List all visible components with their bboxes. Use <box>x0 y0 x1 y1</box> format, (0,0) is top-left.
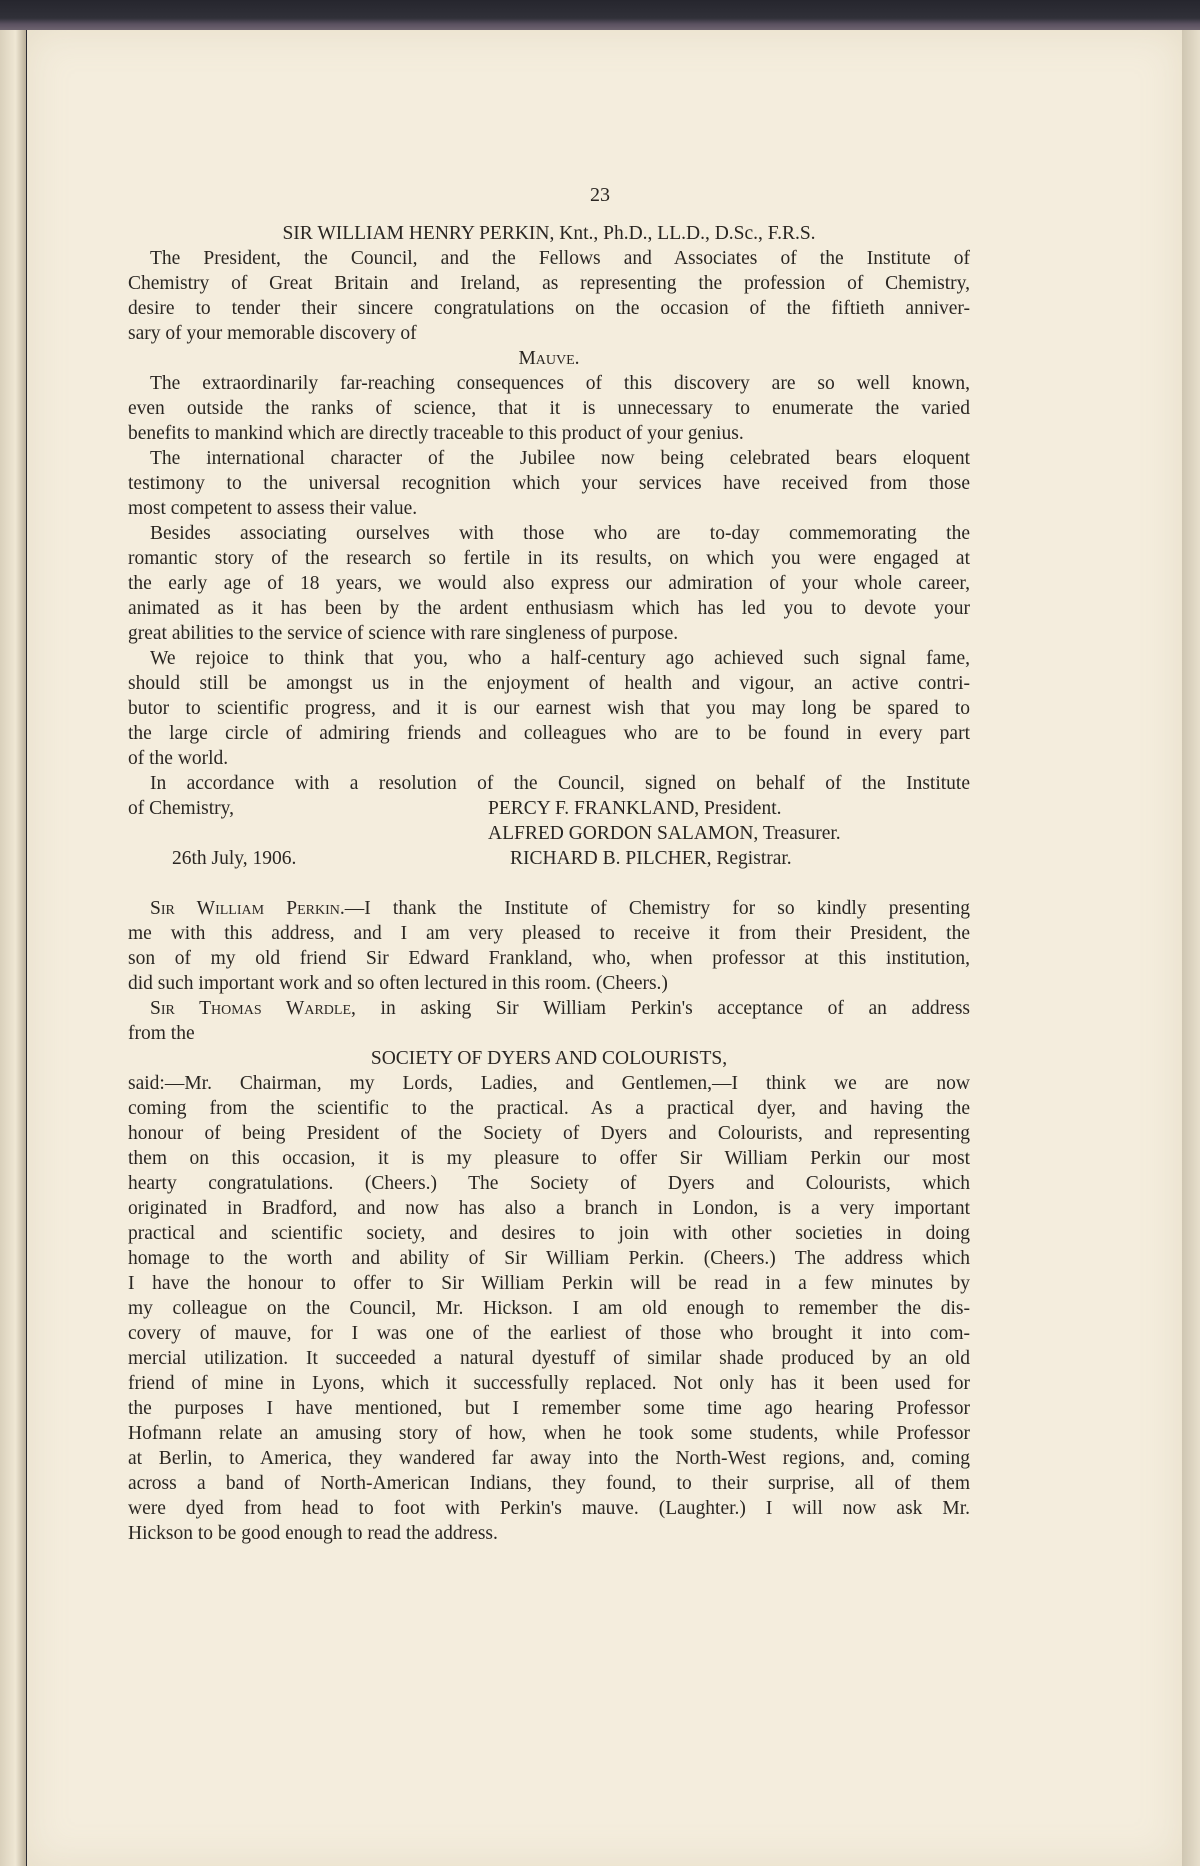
page-body <box>128 221 970 1546</box>
text-line: We rejoice to think that you, who a half-century ago achieved such signal fame, <box>150 648 970 669</box>
signatory: RICHARD B. PILCHER, Registrar. <box>510 848 792 869</box>
text-line: said:—Mr. Chairman, my Lords, Ladies, and Gentlemen,—I think we are now <box>128 1073 970 1094</box>
text-line: Hickson to be good enough to read the address. <box>128 1523 498 1544</box>
text-line: should still be amongst us in the enjoyment of health and vigour, an active contri- <box>128 673 970 694</box>
section-heading: Mauve. <box>518 348 580 369</box>
text-line: sary of your memorable discovery of <box>128 323 417 344</box>
text-line: desire to tender their sincere congratulations on the occasion of the fiftieth anniver- <box>128 298 970 319</box>
text-line: of the world. <box>128 748 229 769</box>
text-line: butor to scientific progress, and it is our earnest wish that you may long be spared to <box>128 698 970 719</box>
text-line: friend of mine in Lyons, which it successfully replaced. Not only has it been used for <box>128 1373 970 1394</box>
text-line: animated as it has been by the ardent enthusiasm which has led you to devote your <box>128 598 970 619</box>
section-heading: SIR WILLIAM HENRY PERKIN, Knt., Ph.D., LL.D., D.Sc., F.R.S. <box>282 223 816 244</box>
signature-row <box>128 846 970 871</box>
text-line: The President, the Council, and the Fellows and Associates of the Institute of <box>150 248 970 269</box>
signature-left-text: 26th July, 1906. <box>172 848 297 869</box>
text-line: did such important work and so often lectured in this room. (Cheers.) <box>128 973 668 994</box>
text-line: coming from the scientific to the practical. As a practical dyer, and having the <box>128 1098 970 1119</box>
text-line: my colleague on the Council, Mr. Hickson. I am old enough to remember the dis- <box>128 1298 970 1319</box>
text-line: great abilities to the service of science with rare singleness of purpose. <box>128 623 679 644</box>
text-line: me with this address, and I am very pleased to receive it from their President, the <box>128 923 970 944</box>
text-line: The international character of the Jubilee now being celebrated bears eloquent <box>150 448 970 469</box>
speaker-name: Sir Thomas Wardle <box>150 998 351 1019</box>
text-line: Chemistry of Great Britain and Ireland, as representing the profession of Chemistry, <box>128 273 970 294</box>
text-line: most competent to assess their value. <box>128 498 418 519</box>
paragraph-gap <box>128 871 970 896</box>
section-heading: SOCIETY OF DYERS AND COLOURISTS, <box>370 1048 728 1069</box>
text-line: honour of being President of the Society of Dyers and Colourists, and representing <box>128 1123 970 1144</box>
text-line: were dyed from head to foot with Perkin's mauve. (Laughter.) I will now ask Mr. <box>128 1498 970 1519</box>
line-text: —I thank the Institute of Chemistry for so kindly presenting <box>344 898 970 919</box>
facing-page-edge <box>0 30 26 1866</box>
text-line: the early age of 18 years, we would also express our admiration of your whole career, <box>128 573 970 594</box>
signature-left-text <box>128 821 488 846</box>
text-line: Hofmann relate an amusing story of how, when he took some students, while Professor <box>128 1423 970 1444</box>
text-line: covery of mauve, for I was one of the earliest of those who brought it into com- <box>128 1323 970 1344</box>
signature-left-text: of Chemistry, <box>128 798 234 819</box>
page-number: 23 <box>590 184 610 206</box>
signature-row <box>128 821 970 846</box>
signature-row <box>128 796 970 821</box>
text-line: the purposes I have mentioned, but I remember some time ago hearing Professor <box>128 1398 970 1419</box>
page-stack-edge <box>1182 30 1200 1866</box>
text-line: son of my old friend Sir Edward Frankland, who, when professor at this institution, <box>128 948 970 969</box>
text-line: homage to the worth and ability of Sir William Perkin. (Cheers.) The address which <box>128 1248 970 1269</box>
text-line: them on this occasion, it is my pleasure to offer Sir William Perkin our most <box>128 1148 970 1169</box>
text-line: The extraordinarily far-reaching consequences of this discovery are so well known, <box>150 373 970 394</box>
text-line: romantic story of the research so fertile in its results, on which you were engaged at <box>128 548 970 569</box>
line-text: , in asking Sir William Perkin's acceptance of an address <box>351 998 971 1019</box>
text-line: mercial utilization. It succeeded a natural dyestuff of similar shade produced by an old <box>128 1348 970 1369</box>
signatory: ALFRED GORDON SALAMON, Treasurer. <box>488 823 841 844</box>
text-line: In accordance with a resolution of the Council, signed on behalf of the Institute <box>150 773 970 794</box>
signatory: PERCY F. FRANKLAND, President. <box>488 798 782 819</box>
text-line: from the <box>128 1023 195 1044</box>
text-line: Besides associating ourselves with those who are to-day commemorating the <box>150 523 970 544</box>
text-line: the large circle of admiring friends and colleagues who are to be found in every part <box>128 723 970 744</box>
text-line: benefits to mankind which are directly traceable to this product of your genius. <box>128 423 744 444</box>
text-line: hearty congratulations. (Cheers.) The Society of Dyers and Colourists, which <box>128 1173 970 1194</box>
text-line: testimony to the universal recognition which your services have received from those <box>128 473 970 494</box>
text-line: originated in Bradford, and now has also a branch in London, is a very important <box>128 1198 970 1219</box>
text-line: practical and scientific society, and desires to join with other societies in doing <box>128 1223 970 1244</box>
text-line <box>128 996 970 1021</box>
text-line: even outside the ranks of science, that it is unnecessary to enumerate the varied <box>128 398 970 419</box>
text-line: across a band of North-American Indians, they found, to their surprise, all of them <box>128 1473 970 1494</box>
text-line <box>128 896 970 921</box>
speaker-name: Sir William Perkin. <box>150 898 345 919</box>
book-cover-edge <box>0 0 1200 30</box>
text-line: at Berlin, to America, they wandered far away into the North-West regions, and, coming <box>128 1448 970 1469</box>
text-line: I have the honour to offer to Sir William Perkin will be read in a few minutes by <box>128 1273 970 1294</box>
